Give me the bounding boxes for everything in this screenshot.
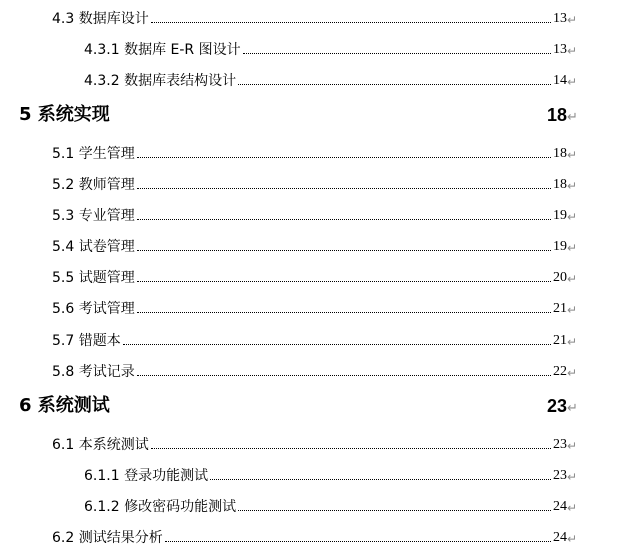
toc-chapter-5[interactable] <box>19 100 583 124</box>
toc-entry-page: 22 <box>553 364 567 379</box>
toc-entry-5-2[interactable] <box>52 168 583 192</box>
paragraph-mark-icon: ↵ <box>567 272 578 286</box>
dot-leader <box>137 219 551 220</box>
toc-entry-6-1-1[interactable] <box>84 459 583 483</box>
toc-entry-label: 4.3 数据库设计 <box>52 11 149 27</box>
toc-chapter-6[interactable] <box>19 391 583 415</box>
toc-entry-5-7[interactable] <box>52 324 583 348</box>
toc-entry-page: 14 <box>553 73 567 88</box>
toc-chapter-page: 18 <box>546 105 567 125</box>
paragraph-mark-icon: ↵ <box>567 44 578 58</box>
toc-entry-4-3-1[interactable] <box>84 33 583 57</box>
dot-leader <box>151 448 551 449</box>
paragraph-mark-icon: ↵ <box>567 532 578 546</box>
toc-entry-4-3-2[interactable] <box>84 64 583 88</box>
toc-entry-page: 19 <box>553 208 567 223</box>
toc-entry-label: 5.8 考试记录 <box>52 364 135 380</box>
dot-leader <box>137 250 551 251</box>
dot-leader <box>151 22 551 23</box>
dot-leader <box>137 188 551 189</box>
paragraph-mark-icon: ↵ <box>567 148 578 162</box>
paragraph-mark-icon: ↵ <box>567 439 578 453</box>
toc-entry-page: 23 <box>553 468 567 483</box>
dot-leader <box>243 53 551 54</box>
toc-entry-label: 6.1.2 修改密码功能测试 <box>84 499 237 515</box>
toc-entry-label: 6.1.1 登录功能测试 <box>84 468 209 484</box>
toc-entry-5-4[interactable] <box>52 230 583 254</box>
toc-entry-5-5[interactable] <box>52 261 583 285</box>
toc-entry-page: 18 <box>553 146 567 161</box>
toc-entry-label: 6.1 本系统测试 <box>52 437 149 453</box>
dot-leader <box>238 84 551 85</box>
toc-entry-label: 5.5 试题管理 <box>52 270 135 286</box>
toc-entry-label: 4.3.2 数据库表结构设计 <box>84 73 237 89</box>
toc-entry-label: 5.7 错题本 <box>52 333 121 349</box>
toc-entry-6-1[interactable] <box>52 428 583 452</box>
toc-entry-5-3[interactable] <box>52 199 583 223</box>
paragraph-mark-icon: ↵ <box>567 241 578 255</box>
toc-entry-page: 21 <box>553 301 567 316</box>
dot-leader <box>123 344 551 345</box>
paragraph-mark-icon: ↵ <box>567 75 578 89</box>
toc-chapter-label: 6 系统测试 <box>19 395 110 416</box>
paragraph-mark-icon: ↵ <box>567 303 578 317</box>
paragraph-mark-icon: ↵ <box>567 210 578 224</box>
toc-entry-5-8[interactable] <box>52 355 583 379</box>
toc-entry-label: 4.3.1 数据库 E-R 图设计 <box>84 42 241 58</box>
toc-entry-label: 5.2 教师管理 <box>52 177 135 193</box>
toc-entry-page: 24 <box>553 530 567 545</box>
toc-entry-6-2[interactable] <box>52 521 583 545</box>
toc-chapter-page: 23 <box>546 396 567 416</box>
dot-leader <box>137 312 551 313</box>
dot-leader <box>137 157 551 158</box>
paragraph-mark-icon: ↵ <box>567 401 578 416</box>
dot-leader <box>238 510 551 511</box>
dot-leader <box>137 375 551 376</box>
toc-entry-page: 24 <box>553 499 567 514</box>
dot-leader <box>137 281 551 282</box>
toc-entry-page: 18 <box>553 177 567 192</box>
paragraph-mark-icon: ↵ <box>567 179 578 193</box>
toc-entry-label: 5.3 专业管理 <box>52 208 135 224</box>
dot-leader <box>165 541 551 542</box>
paragraph-mark-icon: ↵ <box>567 366 578 380</box>
toc-entry-label: 5.6 考试管理 <box>52 301 135 317</box>
toc-entry-page: 13 <box>553 11 567 26</box>
toc-entry-page: 20 <box>553 270 567 285</box>
paragraph-mark-icon: ↵ <box>567 470 578 484</box>
paragraph-mark-icon: ↵ <box>567 13 578 27</box>
toc-entry-page: 23 <box>553 437 567 452</box>
paragraph-mark-icon: ↵ <box>567 501 578 515</box>
dot-leader <box>210 479 551 480</box>
toc-entry-page: 21 <box>553 333 567 348</box>
toc-entry-label: 5.4 试卷管理 <box>52 239 135 255</box>
toc-chapter-label: 5 系统实现 <box>19 104 110 125</box>
paragraph-mark-icon: ↵ <box>567 335 578 349</box>
toc-entry-page: 19 <box>553 239 567 254</box>
toc-entry-label: 5.1 学生管理 <box>52 146 135 162</box>
toc-entry-5-1[interactable] <box>52 137 583 161</box>
toc-entry-label: 6.2 测试结果分析 <box>52 530 163 546</box>
toc-entry-5-6[interactable] <box>52 292 583 316</box>
toc-entry-6-1-2[interactable] <box>84 490 583 514</box>
toc-entry-4-3[interactable] <box>52 2 583 26</box>
toc-entry-page: 13 <box>553 42 567 57</box>
paragraph-mark-icon: ↵ <box>567 110 578 125</box>
